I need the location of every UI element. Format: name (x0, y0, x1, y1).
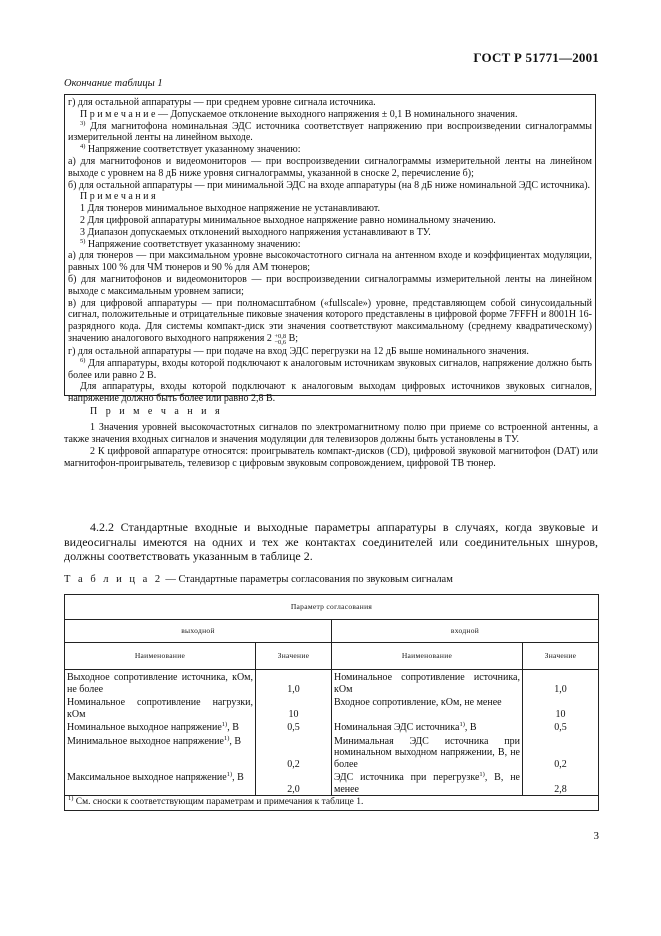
header-parameter: Параметр согласования (65, 595, 599, 620)
footnote-3: $^{3)}$ Для магнитофона номинальная ЭДС источника соответствует напряжению при воспроизведении сигналограммы измерительной ленты на линейном выходе. (68, 119, 592, 144)
line-g: г) для остальной аппаратуры — при среднем уровне сигнала источника. (68, 97, 376, 108)
header-in-value: Значение (523, 643, 599, 670)
header-output: выходной (65, 620, 332, 643)
note-2: 2 Для цифровой аппаратуры минимальное выходное напряжение равно номинальному значению. (80, 214, 496, 226)
footnote-5-b: б) для магнитофонов и видеомониторов — при воспроизведении сигналограммы измерительной ленты на линейном выходе с максимальным уровнем записи; (68, 273, 592, 297)
table-row: Номинальное сопротивление нагрузки, кОм 10 Входное сопротивление, кОм, не менее 10 (65, 695, 599, 720)
header-input: входной (332, 620, 599, 643)
header-out-value: Значение (256, 643, 332, 670)
header-out-name: Наименование (65, 643, 256, 670)
footnote-6: $^{6)}$ Для аппаратуры, входы которой подключают к аналоговым источникам звуковых сигналов, напряжение должно быть более или равно 2 В. (68, 356, 592, 381)
footnote-4: $^{4)}$ Напряжение соответствует указанному значению: (80, 143, 301, 156)
table2-footnote: $^{1)}$ См. сноски к соответствующим параметрам и примечания к таблице 1. (65, 796, 599, 811)
notes-block (64, 406, 598, 470)
footnote-5-v: в) для цифровой аппаратуры — при полномасштабном («fullscale») уровне, представляющем собой синусоидальный сигнал, положительные и отрицательные пиковые значения которого представлены в цифровой форме 7FFFH и 8001H 16-разрядного кода. Для системы компакт-диск эти значения соответствуют максимальному (среднему квадратическому) значению аналогового выходного напряжения 2 +0,8 −0,6 В; (68, 297, 592, 346)
footnote-5-a: а) для тюнеров — при максимальном уровне высокочастотного сигнала на антенном входе и коэффициентах модуляции, равных 100 % для ЧМ тюнеров и 90 % для АМ тюнеров; (68, 250, 592, 274)
footnote-4-b: б) для остальной аппаратуры — при минимальной ЭДС на входе аппаратуры (на 8 дБ ниже номинальной ЭДС источника). (68, 179, 591, 191)
note-1: 1 Значения уровней высокочастотных сигналов по электромагнитному полю при приеме со встроенной антенны, а также значения входных сигналов и значения модуляции для телевизоров должны быть установлены в ТУ. (64, 422, 598, 445)
note-1: 1 Для тюнеров минимальное выходное напряжение не устанавливают. (80, 203, 380, 215)
table-row: Номинальное выходное напряжение$^{1)}$, В 0,5 Номинальная ЭДС источника$^{1)}$, В 0,5 (65, 720, 599, 734)
note-2: 2 К цифровой аппаратуре относятся: проигрыватель компакт-дисков (CD), цифровой звуковой магнитофон (DAT) или магнитофон-проигрыватель, телевизор с цифровым звуковым сопровождением, цифровой ТВ тюнер. (64, 446, 598, 469)
notes-label: П р и м е ч а н и я (90, 406, 223, 417)
section-paragraph: 4.2.2 Стандартные входные и выходные параметры аппаратуры в случаях, когда звуковые и видеосигналы имеются на одних и тех же контактах соединителей или соединительных шнуров, должны соответствовать указанным в таблице 2. (64, 520, 598, 563)
table-row: Выходное сопротивление источника, кОм, не более 1,0 Номинальное сопротивление источника, кОм 1,0 (65, 670, 599, 696)
note-3: 3 Диапазон допускаемых отклонений выходного напряжения устанавливают в ТУ. (80, 226, 431, 238)
table-row: Максимальное выходное напряжение$^{1)}$, В 2,0 ЭДС источника при перегрузке$^{1)}$, В, не менее 2,8 (65, 770, 599, 796)
table2 (64, 594, 599, 811)
note-single: П р и м е ч а н и е — Допускаемое отклонение выходного напряжения ± 0,1 В номинального значения. (80, 108, 518, 120)
table1-footnotes-box (64, 94, 596, 405)
footnote-5-g: г) для остальной аппаратуры — при подаче на вход ЭДС перегрузки на 12 дБ выше номинального значения. (68, 345, 529, 357)
table2-caption: Т а б л и ц а 2 — Стандартные параметры согласования по звуковым сигналам (64, 574, 453, 585)
notes-label: П р и м е ч а н и я (80, 191, 156, 203)
page-number: 3 (593, 830, 599, 842)
header-in-name: Наименование (332, 643, 523, 670)
table-continuation-label: Окончание таблицы 1 (64, 78, 163, 89)
footnote-5: $^{5)}$ Напряжение соответствует указанному значению: (80, 237, 301, 250)
standard-number: ГОСТ Р 51771—2001 (473, 50, 599, 65)
footnote-4-a: а) для магнитофонов и видеомониторов — при воспроизведении сигналограммы измерительной ленты на линейном выходе с уровнем на 8 дБ ниже уровня сигналограммы, указанной в сноске 2, перечисление б); (68, 155, 592, 179)
section-4-2-2 (64, 520, 598, 564)
footnote-6-digital: Для аппаратуры, входы которой подключают к аналоговым выходам цифровых источников звуковых сигналов, напряжение должно быть более или равно 2,8 В. (68, 381, 592, 405)
table-row: Минимальное выходное напряжение$^{1)}$, В 0,2 Минимальная ЭДС источника при номинальном выходном напряжении, В, не более 0,2 (65, 734, 599, 771)
